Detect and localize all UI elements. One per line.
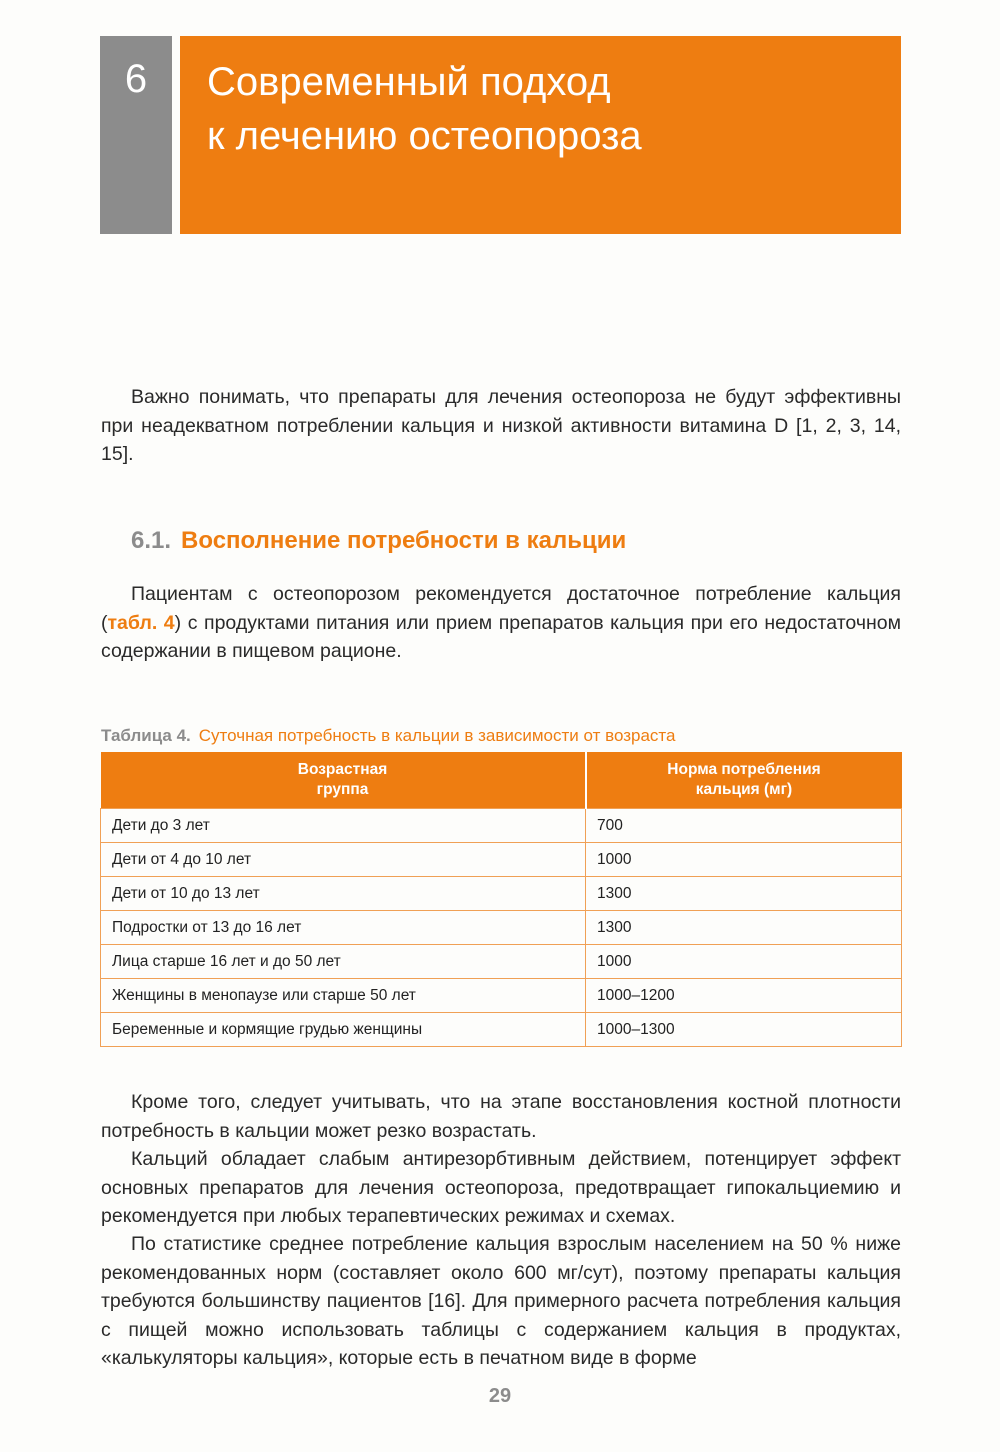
norm-cell: 1300 — [586, 877, 902, 911]
norm-cell: 1000 — [586, 945, 902, 979]
age-group-cell: Женщины в менопаузе или старше 50 лет — [101, 979, 586, 1013]
header-age-group — [101, 752, 586, 809]
age-group-cell: Дети от 10 до 13 лет — [101, 877, 586, 911]
norm-cell: 700 — [586, 809, 902, 843]
chapter-title — [207, 55, 901, 163]
header-age-group-line-2: группа — [316, 781, 369, 798]
page-number: 29 — [488, 1385, 512, 1407]
body-paragraph-3: По статистике среднее потребление кальция взрослым населением на 50 % ниже рекомендованных норм (составляет около 600 мг/сут), поэтому препараты кальция требуются большинству пациентов [16]. Для примерного расчета потребления кальция с пищей можно использовать таблицы с содержанием кальция в продуктах, «калькуляторы кальция», которые есть в печатном виде в форме — [101, 1233, 901, 1369]
body-paragraph-2: Кальций обладает слабым антирезорбтивным действием, потенцирует эффект основных препаратов для лечения остеопороза, предотвращает гипокальциемию и рекомендуется при любых терапевтических режимах и схемах. — [101, 1148, 901, 1227]
section-heading — [131, 524, 626, 558]
table-caption-text: Суточная потребность в кальции в зависимости от возраста — [198, 726, 676, 745]
age-group-cell: Подростки от 13 до 16 лет — [101, 911, 586, 945]
age-group-cell: Дети от 4 до 10 лет — [101, 843, 586, 877]
table-row — [101, 1013, 902, 1047]
header-calcium-norm-line-2: кальция (мг) — [695, 781, 793, 798]
section-title: Восполнение потребности в кальции — [181, 527, 627, 554]
chapter-title-line-2: к лечению остеопороза — [207, 114, 642, 158]
table-reference-link[interactable]: табл. 4 — [107, 611, 175, 634]
table-row — [101, 877, 902, 911]
section-number: 6.1. — [131, 527, 172, 554]
chapter-number: 6 — [100, 36, 172, 234]
age-group-cell: Лица старше 16 лет и до 50 лет — [101, 945, 586, 979]
header-calcium-norm-line-1: Норма потребления — [667, 761, 821, 778]
section-paragraph-text-1: Пациентам с остеопорозом рекомендуется достаточное потребление кальция ( — [101, 583, 901, 634]
calcium-table — [100, 752, 902, 1047]
section-paragraph-text-2: ) с продуктами питания или прием препаратов кальция при его недостаточном содержании в пищевом рационе. — [101, 611, 901, 662]
table-header-row — [101, 752, 902, 809]
table-row — [101, 945, 902, 979]
body-paragraph-1: Кроме того, следует учитывать, что на этапе восстановления костной плотности потребность в кальции может резко возрастать. — [101, 1091, 901, 1142]
intro-paragraph: Важно понимать, что препараты для лечения остеопороза не будут эффективны при неадекватном потреблении кальция и низкой активности витамина D [1, 2, 3, 14, 15]. — [101, 386, 901, 465]
age-group-cell: Дети до 3 лет — [101, 809, 586, 843]
table-row — [101, 979, 902, 1013]
table-row — [101, 911, 902, 945]
chapter-banner — [180, 36, 901, 234]
header-calcium-norm — [586, 752, 902, 809]
age-group-cell: Беременные и кормящие грудью женщины — [101, 1013, 586, 1047]
norm-cell: 1000–1300 — [586, 1013, 902, 1047]
table-caption — [101, 724, 675, 748]
header-age-group-line-1: Возрастная — [297, 761, 388, 778]
table-caption-label: Таблица 4. — [101, 726, 191, 745]
norm-cell: 1000–1200 — [586, 979, 902, 1013]
chapter-title-line-1: Современный подход — [207, 60, 611, 104]
table-row — [101, 843, 902, 877]
table-row — [101, 809, 902, 843]
norm-cell: 1000 — [586, 843, 902, 877]
section-paragraph — [101, 580, 901, 666]
norm-cell: 1300 — [586, 911, 902, 945]
